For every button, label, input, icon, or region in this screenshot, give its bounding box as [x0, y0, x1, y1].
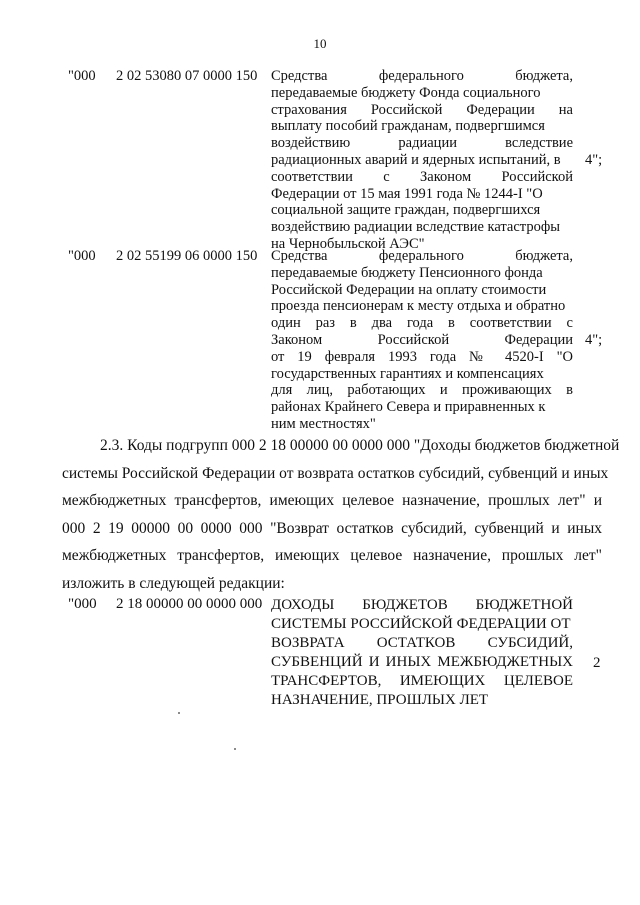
budget-code: 2 18 00000 00 0000 000	[116, 596, 263, 612]
scan-speck	[178, 712, 180, 714]
entry-tail: 2	[593, 655, 601, 671]
description-line: социальной защите граждан, подвергшихся	[271, 202, 541, 219]
page-number: 10	[313, 36, 327, 51]
description-line: соответствии с Законом Российской	[271, 168, 573, 185]
description-line: Российской Федерации на оплату стоимости	[271, 281, 547, 298]
description-line: ВОЗВРАТА ОСТАТКОВ СУБСИДИЙ,	[271, 635, 573, 651]
paragraph-line: изложить в следующей редакции:	[62, 574, 285, 592]
budget-code: 2 02 55199 06 0000 150	[116, 248, 258, 264]
description-line: Федерации от 15 мая 1991 года № 1244-I "О	[271, 185, 543, 202]
paragraph-line: 000 2 19 00000 00 0000 000 "Возврат остатков субсидий, субвенций и иных	[62, 519, 602, 537]
description-line: один раз в два года в соответствии с	[271, 315, 573, 332]
entry-prefix: "000	[68, 68, 96, 84]
body-paragraph	[62, 432, 620, 597]
paragraph-line: межбюджетных трансфертов, имеющих целевое назначение, прошлых лет"	[62, 547, 602, 564]
entry-description	[271, 68, 573, 253]
description-line: Законом Российской Федерации	[271, 331, 573, 348]
description-line: страхования Российской Федерации на	[271, 101, 573, 118]
description-line: передаваемые бюджету Пенсионного фонда	[271, 264, 543, 281]
paragraph-line: 2.3. Коды подгрупп 000 2 18 00000 00 0000 000 "Доходы бюджетов бюджетной	[100, 437, 620, 454]
description-line: Средства федерального бюджета,	[271, 68, 573, 84]
description-line: на Чернобыльской АЭС"	[271, 235, 425, 252]
entry-description	[271, 596, 573, 710]
entry-tail: 4";	[585, 332, 603, 348]
description-line: государственных гарантиях и компенсациях	[271, 365, 544, 382]
description-line: районах Крайнего Севера и приравненных к	[271, 399, 546, 416]
description-line: ТРАНСФЕРТОВ, ИМЕЮЩИХ ЦЕЛЕВОЕ	[271, 673, 573, 689]
description-line: воздействию радиации вследствие катастрофы	[271, 219, 560, 236]
description-line: от 19 февраля 1993 года № 4520-I "О	[271, 348, 573, 365]
description-line: Средства федерального бюджета,	[271, 248, 573, 264]
description-line: СИСТЕМЫ РОССИЙСКОЙ ФЕДЕРАЦИИ ОТ	[271, 616, 571, 632]
description-line: ним местностях"	[271, 415, 376, 432]
description-line: выплату пособий гражданам, подвергшимся	[271, 118, 545, 135]
description-line: воздействию радиации вследствие	[271, 135, 573, 152]
description-line: передаваемые бюджету Фонда социального	[271, 84, 541, 101]
paragraph-line: системы Российской Федерации от возврата остатков субсидий, субвенций и иных	[62, 464, 609, 482]
description-line: СУБВЕНЦИЙ И ИНЫХ МЕЖБЮДЖЕТНЫХ	[271, 654, 573, 670]
description-line: ДОХОДЫ БЮДЖЕТОВ БЮДЖЕТНОЙ	[271, 597, 573, 613]
budget-code: 2 02 53080 07 0000 150	[116, 68, 258, 84]
entry-prefix: "000	[68, 596, 97, 612]
description-line: НАЗНАЧЕНИЕ, ПРОШЛЫХ ЛЕТ	[271, 692, 489, 708]
paragraph-line: межбюджетных трансфертов, имеющих целевое назначение, прошлых лет" и	[62, 492, 602, 509]
description-line: для лиц, работающих и проживающих в	[271, 382, 573, 399]
description-line: проезда пенсионерам к месту отдыха и обратно	[271, 298, 566, 315]
entry-description	[271, 248, 573, 433]
scan-speck	[234, 748, 236, 750]
description-line: радиационных аварий и ядерных испытаний, в	[271, 151, 561, 168]
entry-prefix: "000	[68, 248, 96, 264]
entry-tail: 4";	[585, 152, 603, 168]
